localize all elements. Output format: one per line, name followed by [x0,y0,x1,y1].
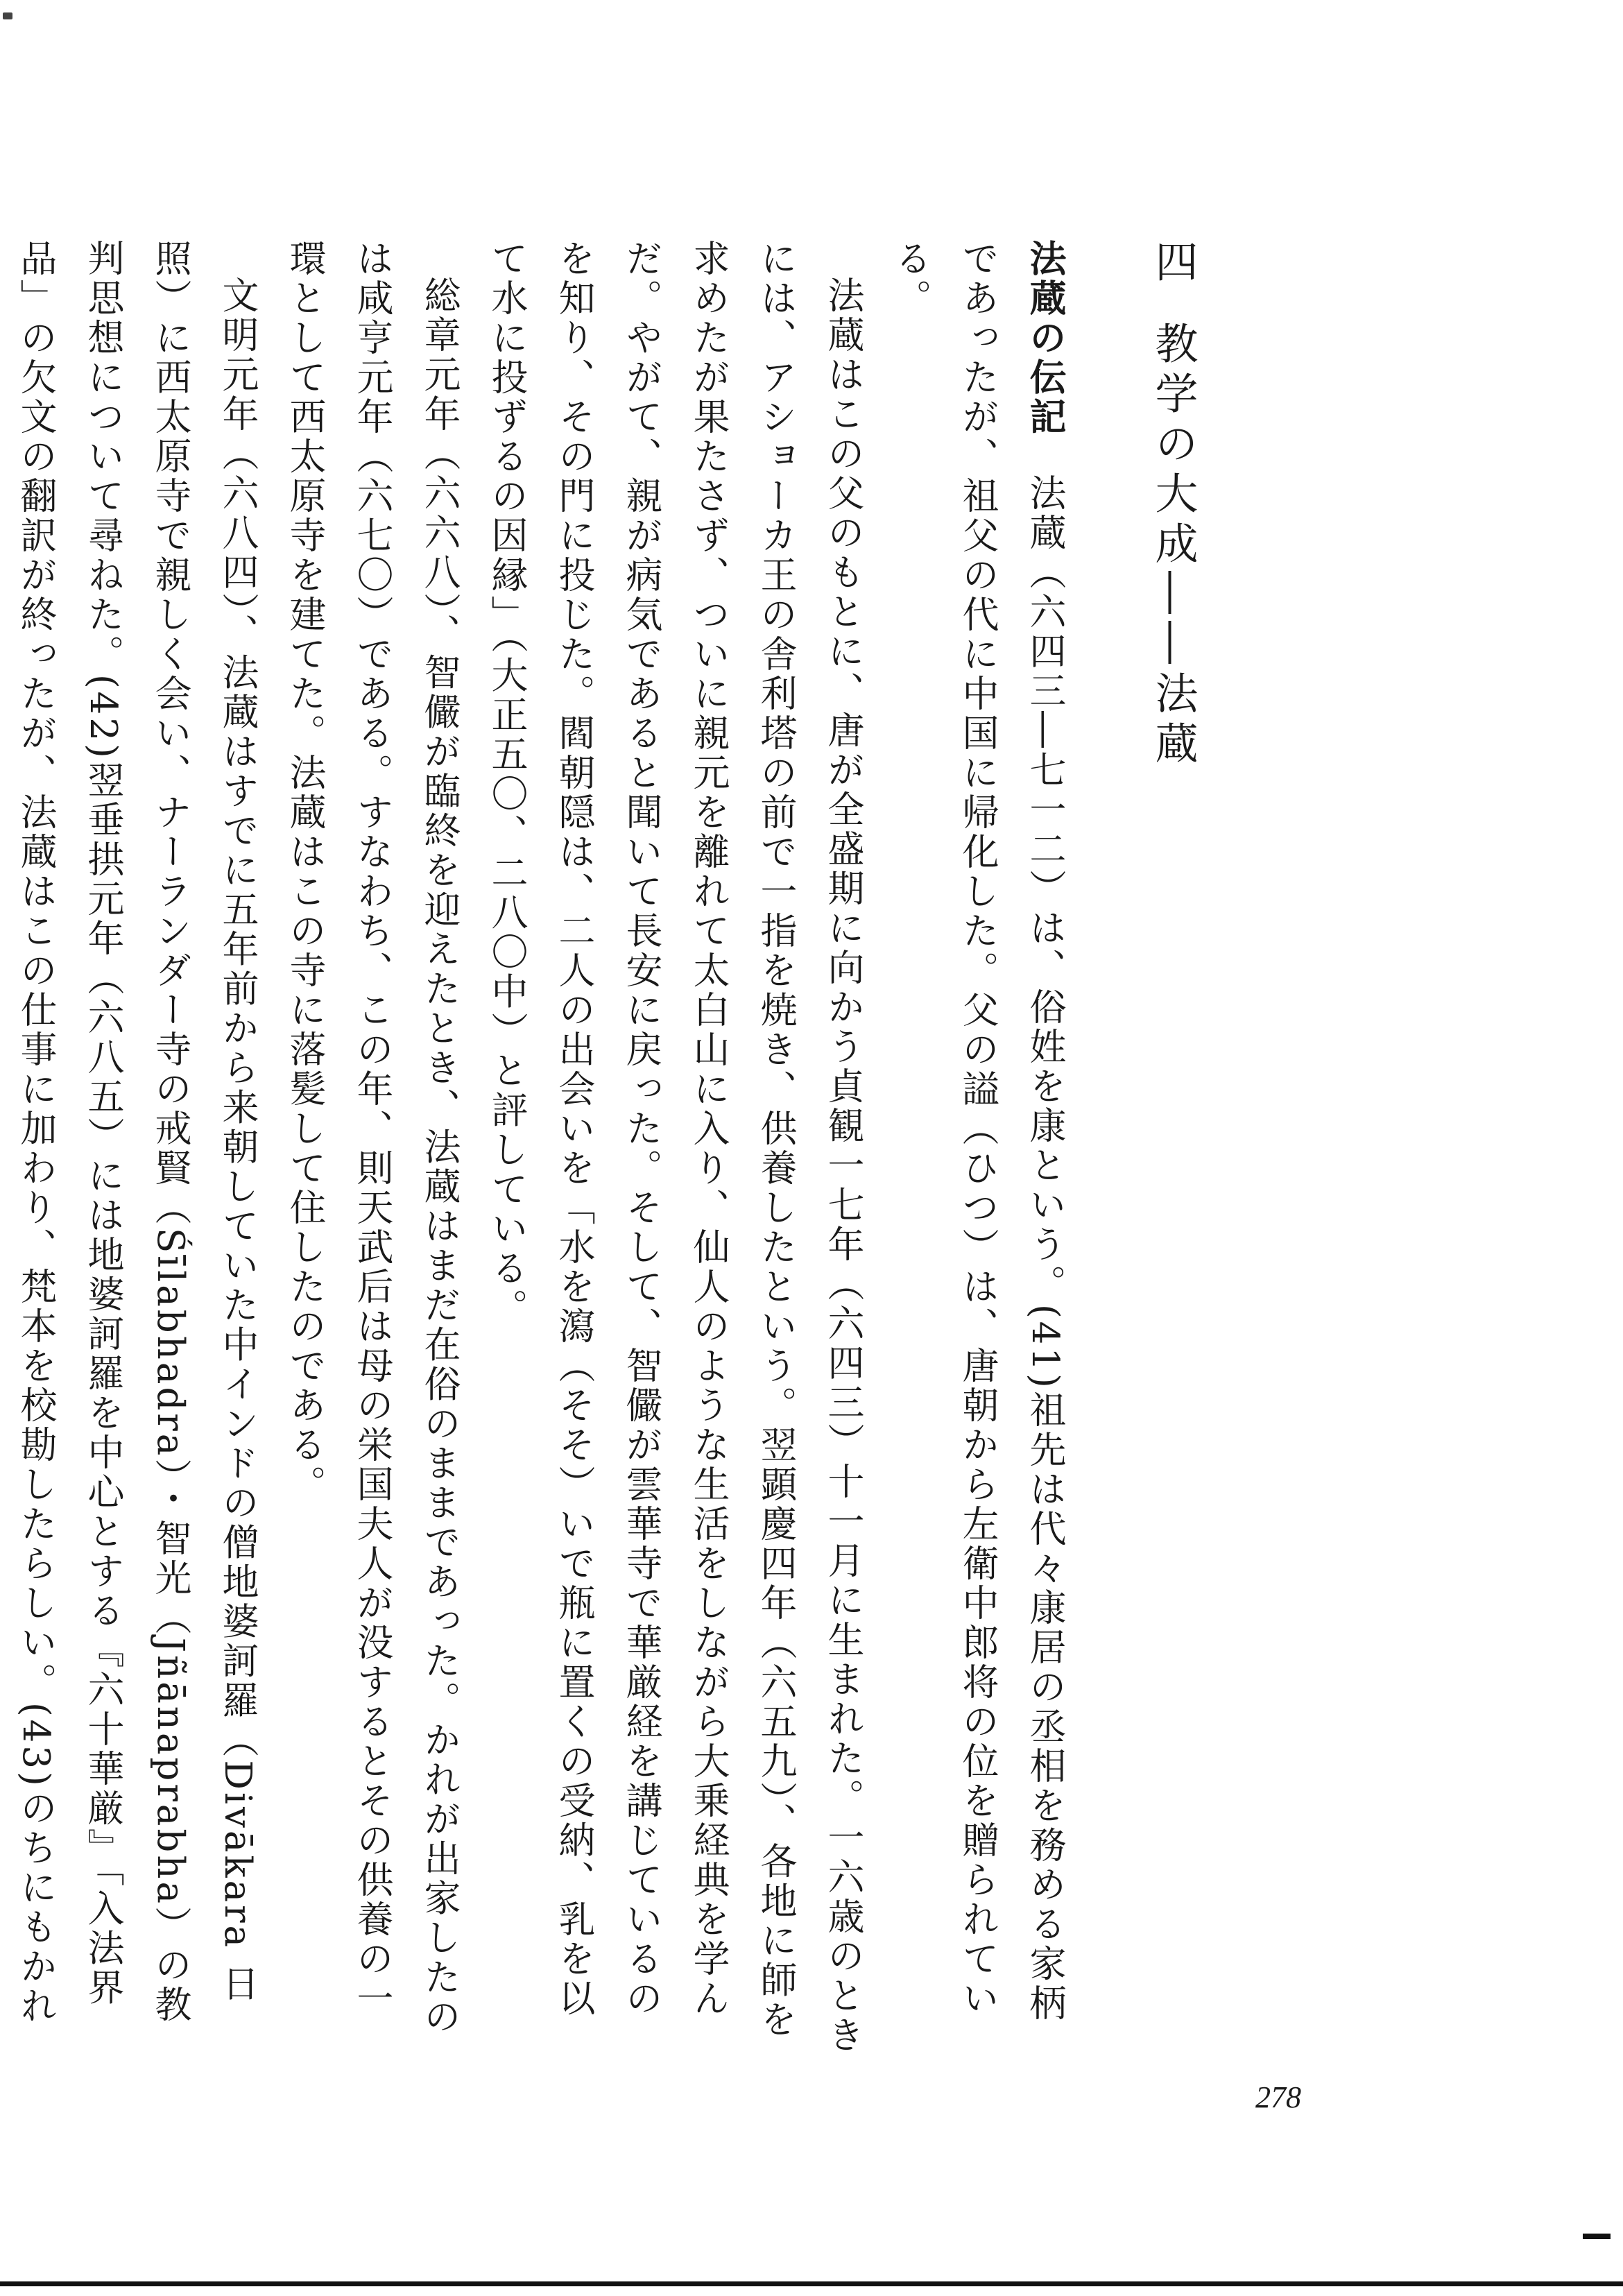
section-number: 四 [1148,239,1199,289]
paragraph-2: 法蔵はこの父のもとに、唐が全盛期に向かう貞観一七年（六四三）十一月に生まれた。一六歳のときには、アショーカ王の舎利塔の前で一指を焼き、供養したという。翌顕慶四年（六五九）、各地に師を求めたが果たさず、ついに親元を離れて太白山に入り、仙人のような生活をしながら大乗経典を学んだ。やがて、親が病気であると聞いて長安に戻った。そして、智儼が雲華寺で華厳経を講じているのを知り、その門に投じた。閻朝隠は、二人の出会いを「水を瀉（そそ）いで瓶に置くの受納、乳を以て水に投ずるの因縁」（大正五〇、二八〇中）と評している。 [486,239,864,2055]
scan-corner-mark [3,12,12,19]
paragraph-4: 文明元年（六八四）、法蔵はすでに五年前から来朝していた中インドの僧地婆訶羅（Divākara 日照）に西太原寺で親しく会い、ナーランダー寺の戒賢（Śīlabhadra）・智光（Jñānaprabha）の教判思想について尋ねた。(42)翌垂拱元年（六八五）には地婆訶羅を中心とする『六十華厳』「入法界品」の欠文の翻訳が終ったが、法蔵はこの仕事に加わり、梵本を校勘したらしい。(43)のちにもかれ [15,239,259,2026]
section-title: 教学の大成――法蔵 [1148,321,1199,771]
scan-bottom-edge [0,2281,1623,2286]
subheading: 法蔵の伝記 [1024,239,1066,437]
paragraph-1 [877,239,1079,2057]
scan-edge-mark [1583,2234,1611,2239]
page-number: 278 [1255,2080,1301,2114]
paragraph-3: 総章元年（六六八）、智儼が臨終を迎えたとき、法蔵はまだ在俗のままであった。かれが出家したのは咸亨元年（六七〇）である。すなわち、この年、則天武后は母の栄国夫人が没するとその供養の一環として西太原寺を建てた。法蔵はこの寺に落髪して住したのである。 [284,239,461,2037]
section-heading [1140,239,1207,2057]
vertical-text-body [0,239,1207,2057]
paragraph-1-text: 法蔵（六四三―七一二）は、俗姓を康という。(41)祖先は代々康居の丞相を務める家柄であったが、祖父の代に中国に帰化した。父の謚（ひつ）は、唐朝から左衛中郎将の位を贈られている。 [889,239,1066,2023]
